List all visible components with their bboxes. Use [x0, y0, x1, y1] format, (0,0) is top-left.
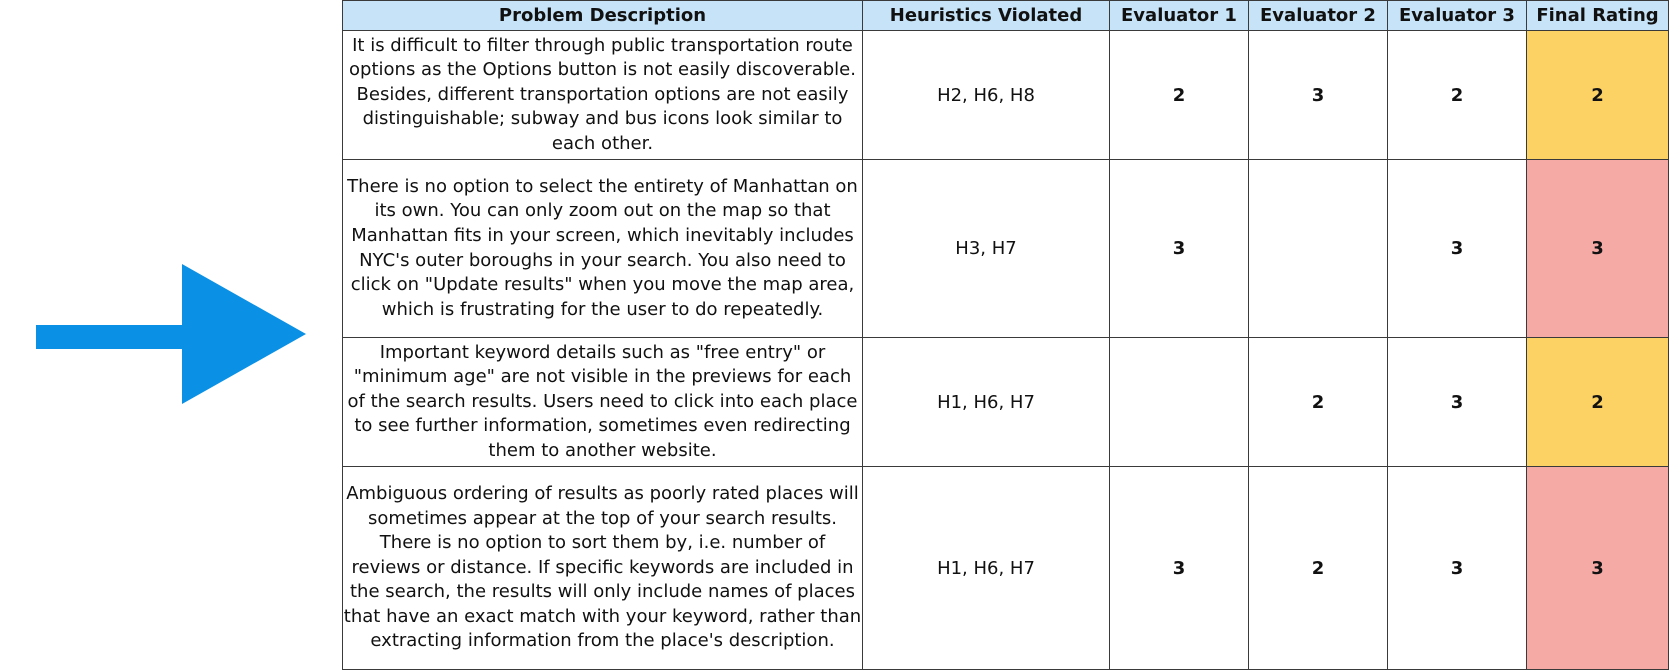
- header-evaluator-3: Evaluator 3: [1388, 1, 1527, 31]
- header-problem-description: Problem Description: [343, 1, 863, 31]
- evaluator-3-cell: 3: [1388, 338, 1527, 467]
- heuristics-cell: H1, H6, H7: [863, 338, 1110, 467]
- header-row: [343, 1, 1669, 31]
- evaluator-2-cell: 2: [1249, 338, 1388, 467]
- final-rating-cell: 3: [1527, 160, 1669, 338]
- heuristics-cell: H1, H6, H7: [863, 467, 1110, 670]
- evaluator-1-cell: [1110, 338, 1249, 467]
- evaluator-1-cell: 3: [1110, 160, 1249, 338]
- header-heuristics-violated: Heuristics Violated: [863, 1, 1110, 31]
- table-row: [343, 338, 1669, 467]
- final-rating-cell: 2: [1527, 31, 1669, 160]
- problem-description-cell: Ambiguous ordering of results as poorly rated places will sometimes appear at the top of your search results. There is no option to sort them by, i.e. number of reviews or distance. If specific keywords are included in the search, the results will only include names of places that have an exact match with your keyword, rather than extracting information from the place's description.: [343, 467, 863, 670]
- evaluator-3-cell: 2: [1388, 31, 1527, 160]
- problem-description-cell: Important keyword details such as "free entry" or "minimum age" are not visible in the previews for each of the search results. Users need to click into each place to see further information, sometimes even redirecting them to another website.: [343, 338, 863, 467]
- arrow-head: [182, 264, 306, 404]
- table-row: [343, 160, 1669, 338]
- evaluator-1-cell: 3: [1110, 467, 1249, 670]
- evaluator-3-cell: 3: [1388, 160, 1527, 338]
- header-evaluator-1: Evaluator 1: [1110, 1, 1249, 31]
- evaluator-1-cell: 2: [1110, 31, 1249, 160]
- right-arrow-icon: [36, 264, 306, 404]
- arrow-shaft: [36, 325, 186, 349]
- final-rating-cell: 3: [1527, 467, 1669, 670]
- problem-description-cell: There is no option to select the entirety of Manhattan on its own. You can only zoom out on the map so that Manhattan fits in your screen, which inevitably includes NYC's outer boroughs in your search. You also need to click on "Update results" when you move the map area, which is frustrating for the user to do repeatedly.: [343, 160, 863, 338]
- heuristics-cell: H3, H7: [863, 160, 1110, 338]
- problem-description-cell: It is difficult to filter through public transportation route options as the Options button is not easily discoverable. Besides, different transportation options are not easily distinguishable; subway and bus icons look similar to each other.: [343, 31, 863, 160]
- evaluator-2-cell: [1249, 160, 1388, 338]
- final-rating-cell: 2: [1527, 338, 1669, 467]
- evaluator-2-cell: 3: [1249, 31, 1388, 160]
- table-row: [343, 467, 1669, 670]
- heuristics-cell: H2, H6, H8: [863, 31, 1110, 160]
- heuristic-evaluation-table: [342, 0, 1669, 670]
- table-row: [343, 31, 1669, 160]
- evaluator-3-cell: 3: [1388, 467, 1527, 670]
- header-final-rating: Final Rating: [1527, 1, 1669, 31]
- evaluator-2-cell: 2: [1249, 467, 1388, 670]
- header-evaluator-2: Evaluator 2: [1249, 1, 1388, 31]
